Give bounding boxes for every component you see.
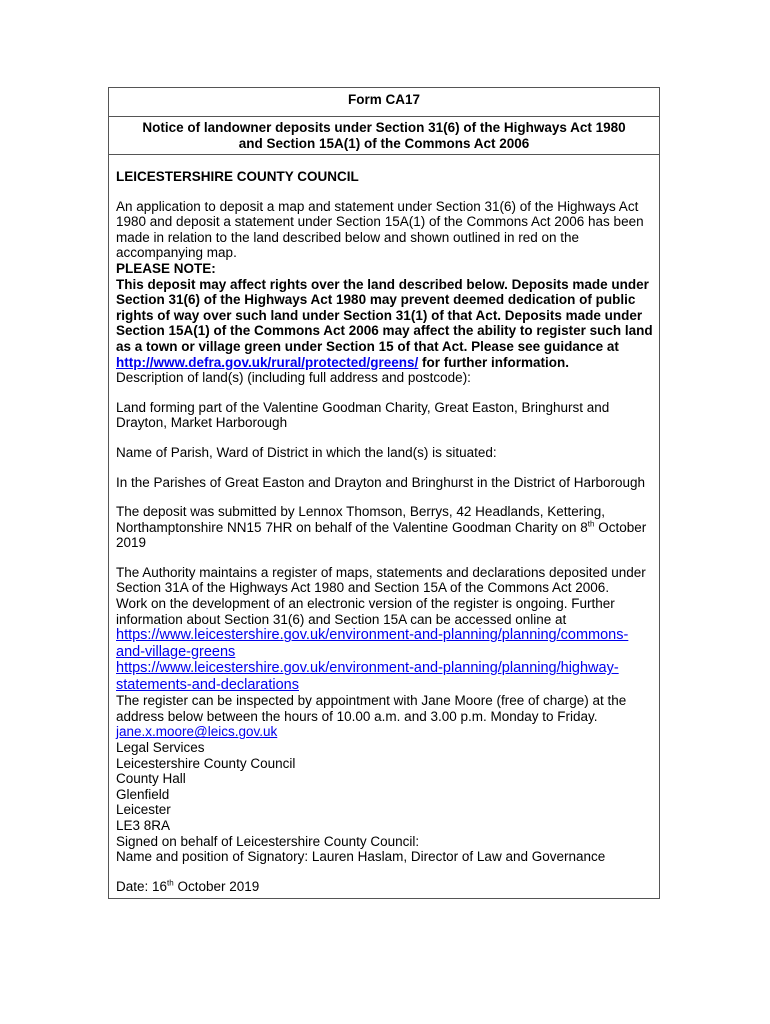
- form-content: [109, 155, 659, 898]
- signatory-line: Name and position of Signatory: Lauren Haslam, Director of Law and Governance: [116, 849, 606, 865]
- form-title: Form CA17: [109, 88, 659, 117]
- submission-paragraph: [116, 504, 655, 551]
- please-note-heading: PLEASE NOTE:: [116, 260, 216, 276]
- notice-line-2: and Section 15A(1) of the Commons Act 2006: [238, 136, 530, 151]
- work-paragraph: Work on the development of an electronic version of the register is ongoing. Further information about Section 31(6) and Section 15A can be accessed online at: [116, 596, 615, 627]
- address-line-3: County Hall: [116, 771, 186, 787]
- parish-value: In the Parishes of Great Easton and Drayton and Bringhurst in the District of Harborough: [116, 474, 646, 490]
- email-link[interactable]: jane.x.moore@leics.gov.uk: [116, 724, 278, 740]
- parish-label: Name of Parish, Ward of District in which the land(s) is situated:: [116, 444, 497, 460]
- council-heading: LEICESTERSHIRE COUNTY COUNCIL: [116, 169, 359, 184]
- defra-guidance-link[interactable]: http://www.defra.gov.uk/rural/protected/greens/: [116, 354, 419, 370]
- intro-paragraph: An application to deposit a map and statement under Section 31(6) of the Highways Act 1980 and deposit a statement under Section 15A(1) of the Commons Act 2006 has been made in relation to the land described below and shown outlined in red on the accompanying map.: [116, 198, 644, 261]
- please-note-text: This deposit may affect rights over the land described below. Deposits made under Section 31(6) of the Highways Act 1980 may prevent deemed dedication of public rights of way over such land under Section 31(1) of that Act. Deposits made under Section 15A(1) of the Commons Act 2006 may affect the ability to register such land as a town or village green under Section 15 of that Act. Please see guidance at: [116, 276, 653, 354]
- commons-link-line: [116, 627, 655, 660]
- signed-on-behalf: Signed on behalf of Leicestershire County Council:: [116, 833, 420, 849]
- please-note-after-link: for further information.: [418, 354, 570, 370]
- please-note-paragraph: [116, 277, 655, 371]
- date-suffix: th: [167, 878, 174, 888]
- form-ca17: [108, 87, 660, 899]
- address-line-2: Leicestershire County Council: [116, 755, 296, 771]
- email-line: [116, 724, 655, 740]
- highway-statements-link[interactable]: https://www.leicestershire.gov.uk/environment-and-planning/planning/highway-statements-and-declarations: [116, 660, 619, 693]
- date-line: [116, 879, 655, 895]
- notice-heading: [109, 117, 659, 155]
- date-prefix: Date: 16: [116, 878, 168, 894]
- address-line-4: Glenfield: [116, 786, 170, 802]
- submission-text: The deposit was submitted by Lennox Thomson, Berrys, 42 Headlands, Kettering, Northamptonshire NN15 7HR on behalf of the Valentine Goodman Charity on 8: [116, 504, 606, 535]
- address-line-5: Leicester: [116, 802, 171, 818]
- submission-date-end: October 2019: [116, 519, 647, 551]
- highway-link-line: [116, 660, 655, 693]
- date-month-year: October 2019: [173, 878, 260, 894]
- address-line-6: LE3 8RA: [116, 818, 171, 833]
- land-description-value: Land forming part of the Valentine Goodman Charity, Great Easton, Bringhurst and Drayton, Market Harborough: [116, 399, 610, 431]
- address-line-1: Legal Services: [116, 740, 205, 756]
- inspection-paragraph: The register can be inspected by appointment with Jane Moore (free of charge) at the address below between the hours of 10.00 a.m. and 3.00 p.m. Monday to Friday.: [116, 693, 627, 724]
- submission-date-suffix: th: [587, 519, 595, 529]
- register-paragraph: The Authority maintains a register of maps, statements and declarations deposited under Section 31A of the Highways Act 1980 and Section 15A of the Commons Act 2006.: [116, 564, 646, 596]
- commons-village-greens-link[interactable]: https://www.leicestershire.gov.uk/environment-and-planning/planning/commons-and-village-greens: [116, 627, 629, 660]
- notice-line-1: Notice of landowner deposits under Section 31(6) of the Highways Act 1980: [142, 120, 626, 135]
- land-description-label: Description of land(s) (including full address and postcode):: [116, 370, 471, 386]
